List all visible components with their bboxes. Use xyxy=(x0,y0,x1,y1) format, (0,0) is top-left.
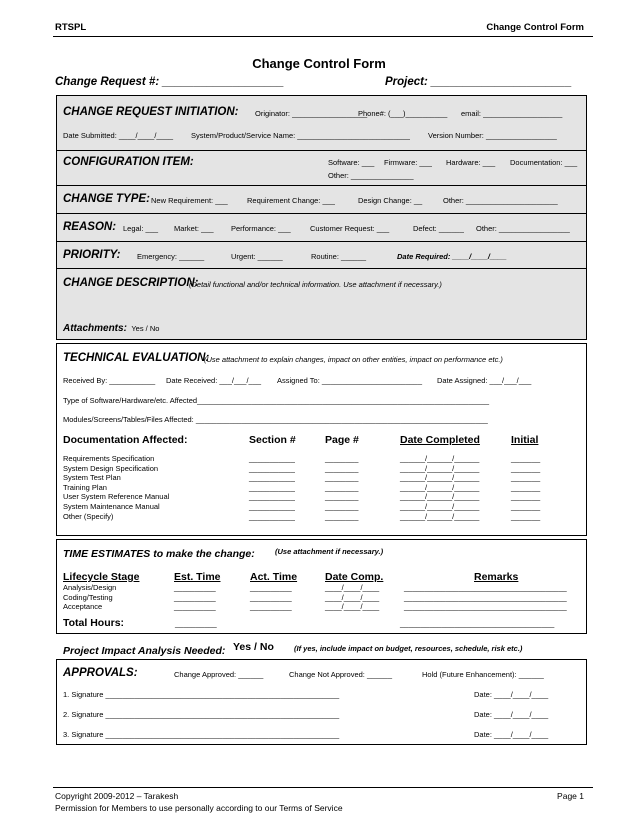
doc-row-label: Training Plan xyxy=(63,482,107,492)
signature-date-field[interactable]: Date: ____/____/____ xyxy=(474,730,549,739)
act-time-header: Act. Time xyxy=(250,571,298,583)
documentation-field[interactable]: Documentation: ___ xyxy=(510,158,578,167)
modules-affected-field[interactable]: Modules/Screens/Tables/Files Affected: ______________________________________________________________________ xyxy=(63,415,488,424)
page-number: Page 1 xyxy=(557,791,584,801)
stage-row-date-field[interactable]: ____/____/____ xyxy=(325,602,380,611)
doc-row-initial-field[interactable]: _______ xyxy=(511,492,541,502)
date-received-field[interactable]: Date Received: ___/___/___ xyxy=(166,376,262,385)
priority-heading: PRIORITY: xyxy=(63,249,121,261)
reason-other-field[interactable]: Other: _________________ xyxy=(476,224,570,233)
doc-row-page-field[interactable]: ________ xyxy=(325,502,359,511)
approvals-heading: APPROVALS: xyxy=(63,667,138,679)
doc-row-date-field[interactable]: ______/______/______ xyxy=(400,454,480,463)
doc-row-date-field[interactable]: ______/______/______ xyxy=(400,473,480,483)
doc-row-initial-field[interactable]: _______ xyxy=(511,502,541,511)
doc-row-page-field[interactable]: ________ xyxy=(325,454,359,463)
doc-row-section-field[interactable]: ___________ xyxy=(249,463,295,473)
signature-field[interactable]: 3. Signature ________________________________________________________ xyxy=(63,730,340,739)
header-rule xyxy=(53,36,593,37)
design-change-field[interactable]: Design Change: __ xyxy=(358,196,423,205)
doc-row-initial-field[interactable]: _______ xyxy=(511,511,541,521)
documentation-affected-heading: Documentation Affected: xyxy=(63,434,188,446)
time-heading: TIME ESTIMATES to make the change: xyxy=(63,548,255,560)
new-requirement-field[interactable]: New Requirement: ___ xyxy=(151,196,228,205)
total-hours-field[interactable]: __________ xyxy=(175,619,217,628)
doc-row-label: User System Reference Manual xyxy=(63,492,170,502)
est-time-header: Est. Time xyxy=(174,571,221,583)
customer-request-field[interactable]: Customer Request: ___ xyxy=(310,224,390,233)
requirement-change-field[interactable]: Requirement Change: ___ xyxy=(247,196,335,205)
description-note: (Detail functional and/or technical information. Use attachment if necessary.) xyxy=(189,280,442,289)
stage-row-est-field[interactable]: __________ xyxy=(174,602,216,611)
assigned-to-field[interactable]: Assigned To: ________________________ xyxy=(277,376,422,385)
routine-field[interactable]: Routine: ______ xyxy=(311,252,367,261)
stage-row-est-field[interactable]: __________ xyxy=(174,583,216,592)
signature-field[interactable]: 1. Signature ________________________________________________________ xyxy=(63,690,340,699)
system-name-field[interactable]: System/Product/Service Name: ___________________________ xyxy=(191,131,410,140)
impact-row xyxy=(63,641,225,659)
doc-row-date-field[interactable]: ______/______/______ xyxy=(400,463,480,473)
date-completed-column-header: Date Completed xyxy=(400,434,480,446)
impact-note: (If yes, include impact on budget, resources, schedule, risk etc.) xyxy=(294,644,523,653)
header-right: Change Control Form xyxy=(486,22,584,33)
hardware-field[interactable]: Hardware: ___ xyxy=(446,158,496,167)
stage-row-remarks-field[interactable]: _______________________________________ xyxy=(404,592,567,602)
date-submitted-field[interactable]: Date Submitted: ____/____/____ xyxy=(63,131,174,140)
doc-row-section-field[interactable]: ___________ xyxy=(249,511,295,521)
doc-row-date-field[interactable]: ______/______/______ xyxy=(400,511,480,521)
doc-row-page-field[interactable]: ________ xyxy=(325,482,359,492)
urgent-field[interactable]: Urgent: ______ xyxy=(231,252,283,261)
doc-row-section-field[interactable]: ___________ xyxy=(249,492,295,502)
date-comp-header: Date Comp. xyxy=(325,571,384,583)
stage-row-act-field[interactable]: __________ xyxy=(250,583,292,592)
date-assigned-field[interactable]: Date Assigned: ___/___/___ xyxy=(437,376,532,385)
signature-field[interactable]: 2. Signature ________________________________________________________ xyxy=(63,710,340,719)
signature-date-field[interactable]: Date: ____/____/____ xyxy=(474,710,549,719)
type-affected-field[interactable]: Type of Software/Hardware/etc. Affected______________________________________________________________________ xyxy=(63,396,490,405)
doc-row-initial-field[interactable]: _______ xyxy=(511,463,541,473)
section-column-header: Section # xyxy=(249,434,296,446)
doc-row-label: System Maintenance Manual xyxy=(63,502,160,511)
doc-row-label: System Design Specification xyxy=(63,463,159,473)
stage-row-date-field[interactable]: ____/____/____ xyxy=(325,583,380,592)
change-type-heading: CHANGE TYPE: xyxy=(63,193,150,205)
attachments-value[interactable]: Yes / No xyxy=(131,324,160,333)
page-column-header: Page # xyxy=(325,434,359,446)
doc-row-section-field[interactable]: ___________ xyxy=(249,482,295,492)
originator-field[interactable]: Originator: __________________ xyxy=(255,109,368,118)
configuration-heading: CONFIGURATION ITEM: xyxy=(63,156,194,168)
stage-row-date-field[interactable]: ____/____/____ xyxy=(325,592,380,602)
lifecycle-stage-header: Lifecycle Stage xyxy=(63,571,140,583)
doc-row-page-field[interactable]: ________ xyxy=(325,492,359,502)
doc-row-section-field[interactable]: ___________ xyxy=(249,454,295,463)
stage-row-est-field[interactable]: __________ xyxy=(174,592,216,602)
header-left: RTSPL xyxy=(55,22,87,33)
config-other-field[interactable]: Other: _______________ xyxy=(328,171,414,180)
software-field[interactable]: Software: ___ xyxy=(328,158,375,167)
email-field[interactable]: email: ___________________ xyxy=(461,109,563,118)
doc-row-page-field[interactable]: ________ xyxy=(325,473,359,483)
form-title: Change Control Form xyxy=(252,56,386,71)
change-type-other-field[interactable]: Other: ______________________ xyxy=(443,196,558,205)
change-approved-field[interactable]: Change Approved: ______ xyxy=(174,670,264,679)
change-not-approved-field[interactable]: Change Not Approved: ______ xyxy=(289,670,392,679)
firmware-field[interactable]: Firmware: ___ xyxy=(384,158,432,167)
total-remarks-field[interactable]: _____________________________________ xyxy=(400,619,555,628)
doc-row-label: System Test Plan xyxy=(63,473,121,483)
doc-row-page-field[interactable]: ________ xyxy=(325,463,359,473)
project-field[interactable]: Project: ______________________ xyxy=(385,76,572,88)
initial-column-header: Initial xyxy=(511,434,539,446)
version-number-field[interactable]: Version Number: _________________ xyxy=(428,131,557,140)
doc-row-label: Requirements Specification xyxy=(63,454,155,463)
initiation-heading: CHANGE REQUEST INITIATION: xyxy=(63,106,239,118)
description-heading: CHANGE DESCRIPTION: xyxy=(63,277,199,289)
attachments-row xyxy=(63,318,159,336)
date-required-field[interactable]: Date Required: ____/____/____ xyxy=(397,252,507,261)
technical-heading: TECHNICAL EVALUATION: xyxy=(63,352,210,364)
time-note: (Use attachment if necessary.) xyxy=(275,547,384,556)
doc-row-initial-field[interactable]: _______ xyxy=(511,482,541,492)
emergency-field[interactable]: Emergency: ______ xyxy=(137,252,205,261)
doc-row-label: Other (Specify) xyxy=(63,511,114,521)
change-request-number[interactable]: Change Request #: ___________________ xyxy=(55,76,284,88)
doc-row-date-field[interactable]: ______/______/______ xyxy=(400,482,480,492)
time-heading-row xyxy=(63,544,255,562)
attachments-label: Attachments: xyxy=(63,323,127,334)
impact-yes-no[interactable]: Yes / No xyxy=(233,641,274,653)
doc-row-date-field[interactable]: ______/______/______ xyxy=(400,502,480,511)
stage-row-remarks-field[interactable]: _______________________________________ xyxy=(404,602,567,611)
stage-row-act-field[interactable]: __________ xyxy=(250,592,292,602)
doc-row-section-field[interactable]: ___________ xyxy=(249,473,295,483)
defect-field[interactable]: Defect: ______ xyxy=(413,224,464,233)
technical-note: (Use attachment to explain changes, impact on other entities, impact on performance etc.) xyxy=(204,355,503,364)
doc-row-initial-field[interactable]: _______ xyxy=(511,473,541,483)
doc-row-section-field[interactable]: ___________ xyxy=(249,502,295,511)
stage-row-act-field[interactable]: __________ xyxy=(250,602,292,611)
stage-row-remarks-field[interactable]: _______________________________________ xyxy=(404,583,567,592)
remarks-header: Remarks xyxy=(474,571,519,583)
copyright-text: Copyright 2009-2012 – Tarakesh xyxy=(55,791,179,801)
stage-row-label: Analysis/Design xyxy=(63,583,117,592)
legal-field[interactable]: Legal: ___ xyxy=(123,224,159,233)
doc-row-page-field[interactable]: ________ xyxy=(325,511,359,521)
market-field[interactable]: Market: ___ xyxy=(174,224,214,233)
hold-field[interactable]: Hold (Future Enhancement): ______ xyxy=(422,670,544,679)
signature-date-field[interactable]: Date: ____/____/____ xyxy=(474,690,549,699)
stage-row-label: Coding/Testing xyxy=(63,592,113,602)
impact-heading: Project Impact Analysis Needed: xyxy=(63,645,226,657)
total-hours-label: Total Hours: xyxy=(63,617,125,629)
performance-field[interactable]: Performance: ___ xyxy=(231,224,291,233)
footer-rule xyxy=(53,787,593,788)
doc-row-date-field[interactable]: ______/______/______ xyxy=(400,492,480,502)
phone-field[interactable]: Phone#: (___)__________ xyxy=(358,109,448,118)
reason-heading: REASON: xyxy=(63,221,117,233)
stage-row-label: Acceptance xyxy=(63,602,103,611)
received-by-field[interactable]: Received By: ___________ xyxy=(63,376,156,385)
doc-row-initial-field[interactable]: _______ xyxy=(511,454,541,463)
permission-text: Permission for Members to use personally according to our Terms of Service xyxy=(55,803,343,813)
